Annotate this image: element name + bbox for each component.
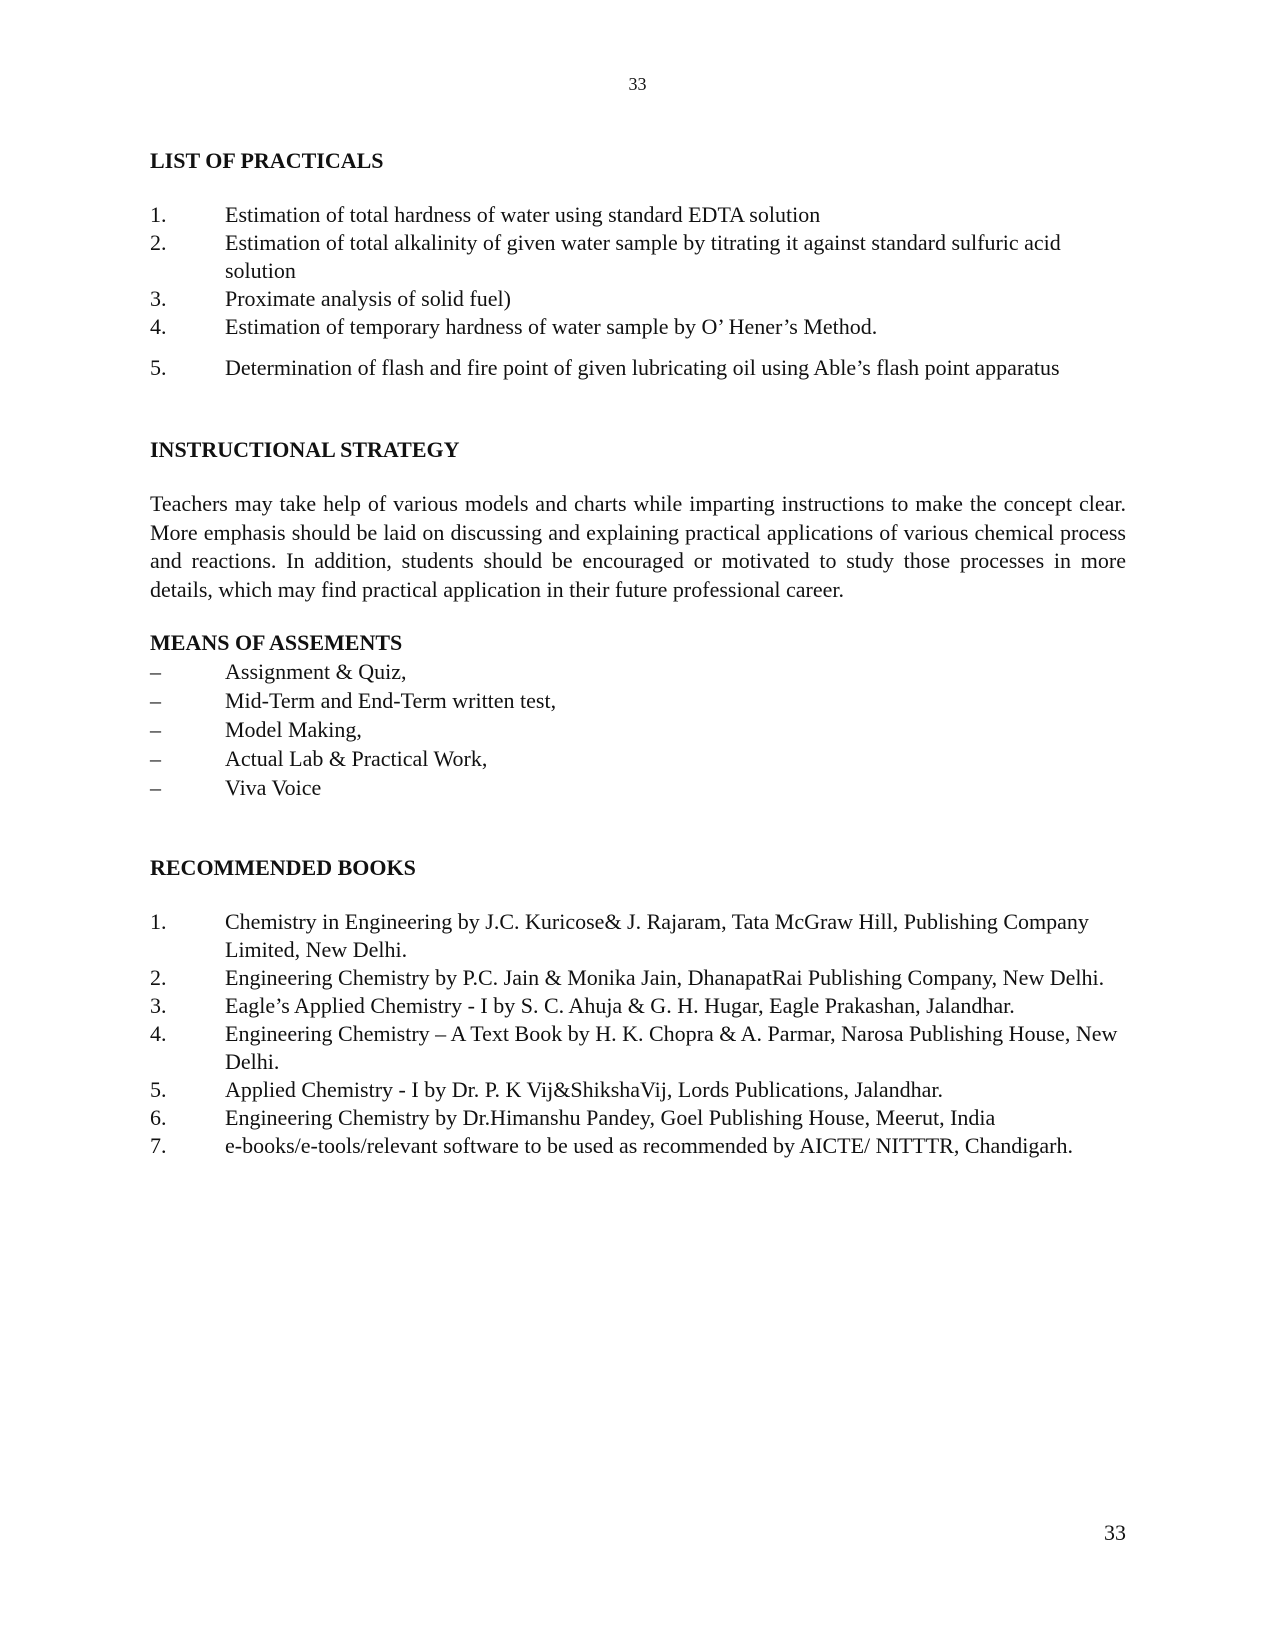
book-text: Eagle’s Applied Chemistry - I by S. C. Ahuja & G. H. Hugar, Eagle Prakashan, Jalandhar.	[225, 993, 1015, 1018]
assessment-item	[150, 773, 1126, 802]
book-text: Engineering Chemistry by Dr.Himanshu Pandey, Goel Publishing House, Meerut, India	[225, 1105, 996, 1130]
book-item	[150, 1132, 1126, 1160]
strategy-heading: INSTRUCTIONAL STRATEGY	[150, 437, 460, 462]
assessment-marker: –	[150, 688, 161, 713]
book-text: Engineering Chemistry – A Text Book by H. K. Chopra & A. Parmar, Narosa Publishing House, New Delhi.	[225, 1021, 1118, 1074]
practicals-list	[150, 201, 1126, 382]
practical-item	[150, 201, 1126, 229]
book-text: e-books/e-tools/relevant software to be used as recommended by AICTE/ NITTTR, Chandigarh.	[225, 1133, 1073, 1158]
assessment-list	[150, 657, 1126, 802]
book-text: Chemistry in Engineering by J.C. Kuricose& J. Rajaram, Tata McGraw Hill, Publishing Company Limited, New Delhi.	[225, 909, 1089, 962]
assessment-item	[150, 715, 1126, 744]
practical-item	[150, 354, 1126, 382]
practical-number: 2.	[150, 230, 167, 255]
book-number: 3.	[150, 993, 167, 1018]
book-number: 4.	[150, 1021, 167, 1046]
practical-text: Determination of flash and fire point of given lubricating oil using Able’s flash point apparatus	[225, 355, 1060, 380]
book-number: 1.	[150, 909, 167, 934]
book-text: Engineering Chemistry by P.C. Jain & Monika Jain, DhanapatRai Publishing Company, New Delhi.	[225, 965, 1105, 990]
book-item	[150, 1020, 1126, 1076]
practical-text: Estimation of total hardness of water using standard EDTA solution	[225, 202, 821, 227]
assessment-marker: –	[150, 775, 161, 800]
practical-item	[150, 229, 1126, 285]
book-number: 5.	[150, 1077, 167, 1102]
assessment-marker: –	[150, 659, 161, 684]
book-text: Applied Chemistry - I by Dr. P. K Vij&ShikshaVij, Lords Publications, Jalandhar.	[225, 1077, 944, 1102]
book-item	[150, 964, 1126, 992]
assessment-item	[150, 657, 1126, 686]
books-heading: RECOMMENDED BOOKS	[150, 855, 416, 880]
practical-number: 4.	[150, 314, 167, 339]
book-number: 2.	[150, 965, 167, 990]
practical-text: Proximate analysis of solid fuel)	[225, 286, 511, 311]
assessment-item	[150, 686, 1126, 715]
practical-item	[150, 313, 1126, 341]
assessment-marker: –	[150, 746, 161, 771]
page-number-top: 33	[628, 74, 647, 94]
practical-number: 5.	[150, 355, 167, 380]
assessment-text: Model Making,	[225, 717, 362, 742]
book-item	[150, 908, 1126, 964]
assessment-item	[150, 744, 1126, 773]
books-list	[150, 908, 1126, 1160]
assessment-text: Assignment & Quiz,	[225, 659, 407, 684]
assessment-text: Actual Lab & Practical Work,	[225, 746, 488, 771]
strategy-paragraph: Teachers may take help of various models and charts while imparting instructions to make the concept clear. More emphasis should be laid on discussing and explaining practical applications of various chemical process and reactions. In addition, students should be encouraged or motivated to study those processes in more details, which may find practical application in their future professional career.	[150, 491, 1126, 602]
practical-number: 3.	[150, 286, 167, 311]
book-number: 7.	[150, 1133, 167, 1158]
book-item	[150, 992, 1126, 1020]
practical-text: Estimation of temporary hardness of water sample by O’ Hener’s Method.	[225, 314, 878, 339]
practicals-heading: LIST OF PRACTICALS	[150, 148, 384, 173]
practical-item	[150, 285, 1126, 313]
book-item	[150, 1076, 1126, 1104]
book-item	[150, 1104, 1126, 1132]
assessment-text: Mid-Term and End-Term written test,	[225, 688, 557, 713]
document-body	[150, 147, 1126, 1160]
assessment-heading: MEANS OF ASSEMENTS	[150, 630, 403, 655]
assessment-marker: –	[150, 717, 161, 742]
assessment-text: Viva Voice	[225, 775, 322, 800]
page-number-bottom: 33	[1104, 1520, 1126, 1545]
book-number: 6.	[150, 1105, 167, 1130]
practical-text: Estimation of total alkalinity of given water sample by titrating it against standard sulfuric acid solution	[225, 230, 1061, 283]
practical-number: 1.	[150, 202, 167, 227]
